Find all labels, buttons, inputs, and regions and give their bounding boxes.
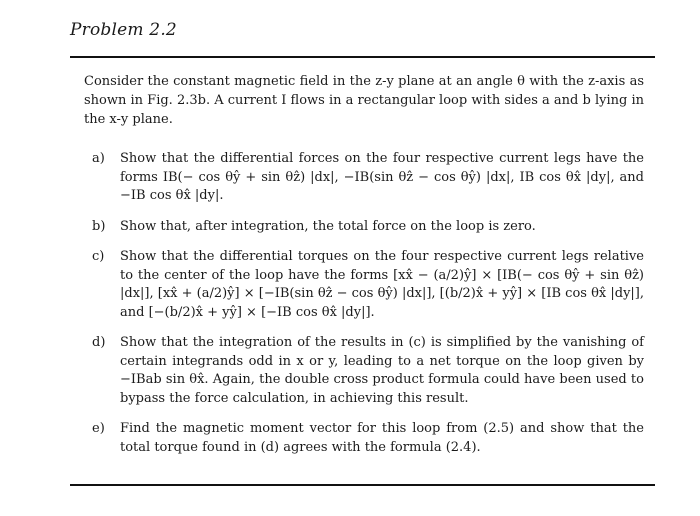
top-divider bbox=[70, 56, 655, 58]
part-label: d) bbox=[92, 335, 106, 350]
part-text: Show that, after integration, the total force on the loop is zero. bbox=[120, 218, 536, 234]
part-label: c) bbox=[92, 249, 105, 264]
problem-parts-list bbox=[92, 150, 644, 469]
bottom-divider bbox=[70, 484, 655, 486]
problem-title: Problem 2.2 bbox=[70, 20, 177, 40]
problem-part-a bbox=[92, 150, 644, 206]
problem-part-d bbox=[92, 334, 644, 408]
part-label: e) bbox=[92, 421, 105, 436]
problem-part-e bbox=[92, 420, 644, 457]
part-text: Show that the integration of the results in (c) is simplified by the vanishing of certain integrands odd in x or y, leading to a net torque on the loop given by −IBab sin θx̂. Again, the double cross product formula could have been used to bypass the force calculation, in achieving this result. bbox=[120, 335, 644, 406]
problem-intro: Consider the constant magnetic field in the z-y plane at an angle θ with the z-axis as shown in Fig. 2.3b. A current I flows in a rectangular loop with sides a and b lying in the x-y plane. bbox=[84, 74, 644, 127]
part-text: Find the magnetic moment vector for this loop from (2.5) and show that the total torque found in (d) agrees with the formula (2.4). bbox=[120, 421, 644, 455]
problem-part-c bbox=[92, 248, 644, 322]
problem-part-b bbox=[92, 218, 644, 237]
part-label: a) bbox=[92, 151, 105, 166]
part-text: Show that the differential torques on the four respective current legs relative to the center of the loop have the forms [xx̂ − (a/2)ŷ] × [IB(− cos θŷ + sin θẑ) |dx|], [xx̂ + (a/2)ŷ] × [−IB(sin θẑ − cos θŷ) |dx|], [(b/2)x̂ + yŷ] × [IB cos θx̂ |dy|], and [−(b/2)x̂ + yŷ] × [−IB cos θx̂ |dy|]. bbox=[120, 249, 645, 320]
part-text: Show that the differential forces on the four respective current legs have the forms IB(− cos θŷ + sin θẑ) |dx|, −IB(sin θẑ − cos θŷ) |dx|, IB cos θx̂ |dy|, and −IB cos θx̂ |dy|. bbox=[120, 151, 644, 203]
part-label: b) bbox=[92, 218, 106, 234]
